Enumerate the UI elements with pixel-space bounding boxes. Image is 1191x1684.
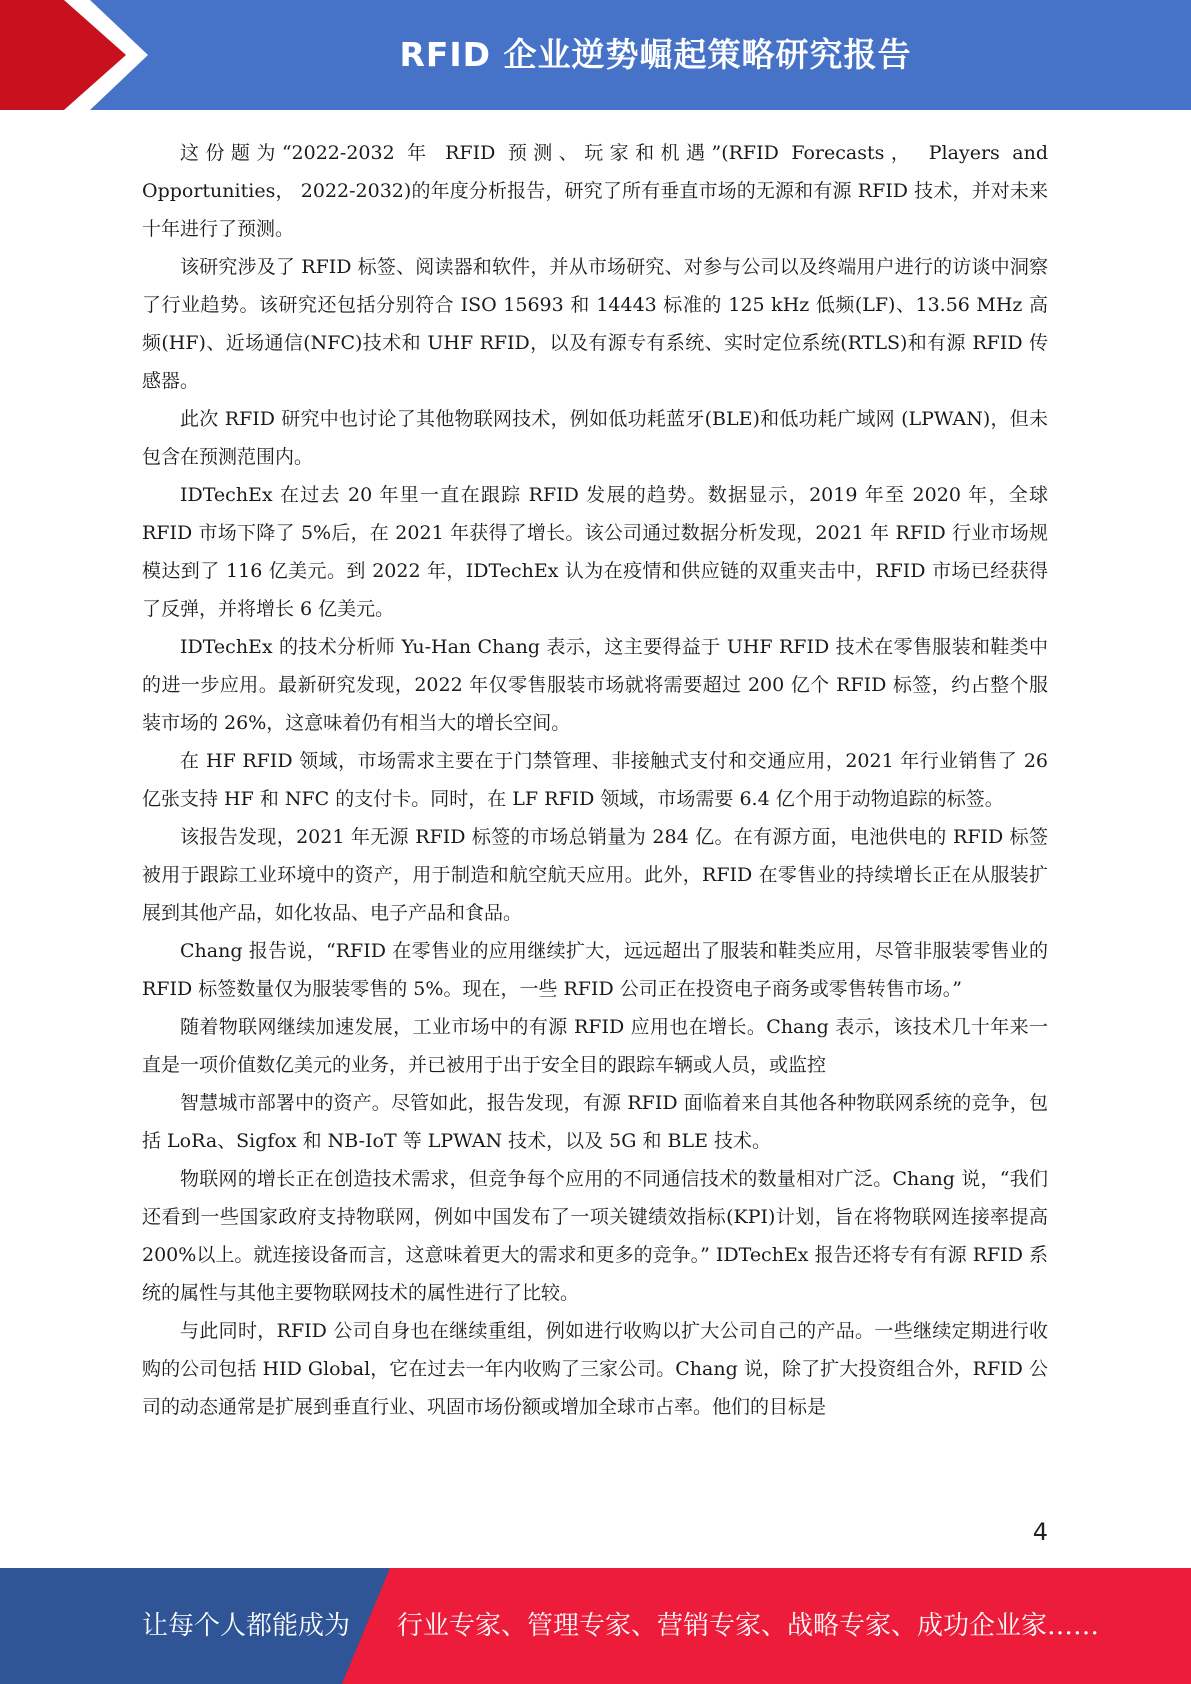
report-title: RFID 企业逆势崛起策略研究报告 [399,35,912,74]
footer-slogan-right: 行业专家、管理专家、营销专家、战略专家、成功企业家…… [397,1611,1100,1641]
paragraph-4: IDTechEx 在过去 20 年里一直在跟踪 RFID 发展的趋势。数据显示，2019 年至 2020 年，全球 RFID 市场下降了 5%后，在 2021 年获得了增长。该公司通过数据分析发现，2021 年 RFID 行业市场规模达到了 116 亿美元。到 2022 年，IDTechEx 认为在疫情和供应链的双重夹击中，RFID 市场已经获得了反弹，并将增长 6 亿美元。 [142,484,1048,620]
paragraph-5: IDTechEx 的技术分析师 Yu-Han Chang 表示，这主要得益于 UHF RFID 技术在零售服装和鞋类中的进一步应用。最新研究发现，2022 年仅零售服装市场就将需要超过 200 亿个 RFID 标签，约占整个服装市场的 26%，这意味着仍有相当大的增长空间。 [142,636,1048,734]
article-body [142,134,1048,1426]
paragraph-6: 在 HF RFID 领域，市场需求主要在于门禁管理、非接触式支付和交通应用，2021 年行业销售了 26 亿张支持 HF 和 NFC 的支付卡。同时，在 LF RFID 领域，市场需要 6.4 亿个用于动物追踪的标签。 [142,750,1048,810]
paragraph-8: Chang 报告说，“RFID 在零售业的应用继续扩大，远远超出了服装和鞋类应用，尽管非服装零售业的 RFID 标签数量仅为服装零售的 5%。现在，一些 RFID 公司正在投资电子商务或零售转售市场。” [142,940,1048,1000]
paragraph-2: 该研究涉及了 RFID 标签、阅读器和软件，并从市场研究、对参与公司以及终端用户进行的访谈中洞察了行业趋势。该研究还包括分别符合 ISO 15693 和 14443 标准的 125 kHz 低频(LF)、13.56 MHz 高频(HF)、近场通信(NFC)技术和 UHF RFID，以及有源专有系统、实时定位系统(RTLS)和有源 RFID 传感器。 [142,256,1048,392]
paragraph-1: 这份题为“2022-2032 年 RFID 预测、玩家和机遇”(RFID Forecasts， Players and Opportunities， 2022-2032)的年度分析报告，研究了所有垂直市场的无源和有源 RFID 技术，并对未来十年进行了预测。 [142,142,1048,240]
header-chevron-decoration [0,0,160,110]
page-footer [0,1568,1191,1684]
paragraph-3: 此次 RFID 研究中也讨论了其他物联网技术，例如低功耗蓝牙(BLE)和低功耗广域网 (LPWAN)，但未包含在预测范围内。 [142,408,1048,468]
paragraph-7: 该报告发现，2021 年无源 RFID 标签的市场总销量为 284 亿。在有源方面，电池供电的 RFID 标签被用于跟踪工业环境中的资产，用于制造和航空航天应用。此外，RFID 在零售业的持续增长正在从服装扩展到其他产品，如化妆品、电子产品和食品。 [142,826,1048,924]
paragraph-12: 与此同时，RFID 公司自身也在继续重组，例如进行收购以扩大公司自己的产品。一些继续定期进行收购的公司包括 HID Global，它在过去一年内收购了三家公司。Chang 说，除了扩大投资组合外，RFID 公司的动态通常是扩展到垂直行业、巩固市场份额或增加全球市占率。他们的目标是 [142,1320,1048,1418]
page-header [0,0,1191,110]
paragraph-9: 随着物联网继续加速发展，工业市场中的有源 RFID 应用也在增长。Chang 表示，该技术几十年来一直是一项价值数亿美元的业务，并已被用于出于安全目的跟踪车辆或人员，或监控 [142,1016,1048,1076]
footer-slogan-left: 让每个人都能成为 [142,1611,351,1641]
page-number: 4 [1032,1518,1048,1546]
paragraph-11: 物联网的增长正在创造技术需求，但竞争每个应用的不同通信技术的数量相对广泛。Chang 说，“我们还看到一些国家政府支持物联网，例如中国发布了一项关键绩效指标(KPI)计划，旨在将物联网连接率提高 200%以上。就连接设备而言，这意味着更大的需求和更多的竞争。” IDTechEx 报告还将专有有源 RFID 系统的属性与其他主要物联网技术的属性进行了比较。 [142,1168,1048,1304]
paragraph-10: 智慧城市部署中的资产。尽管如此，报告发现，有源 RFID 面临着来自其他各种物联网系统的竞争，包括 LoRa、Sigfox 和 NB-IoT 等 LPWAN 技术，以及 5G 和 BLE 技术。 [142,1092,1048,1152]
